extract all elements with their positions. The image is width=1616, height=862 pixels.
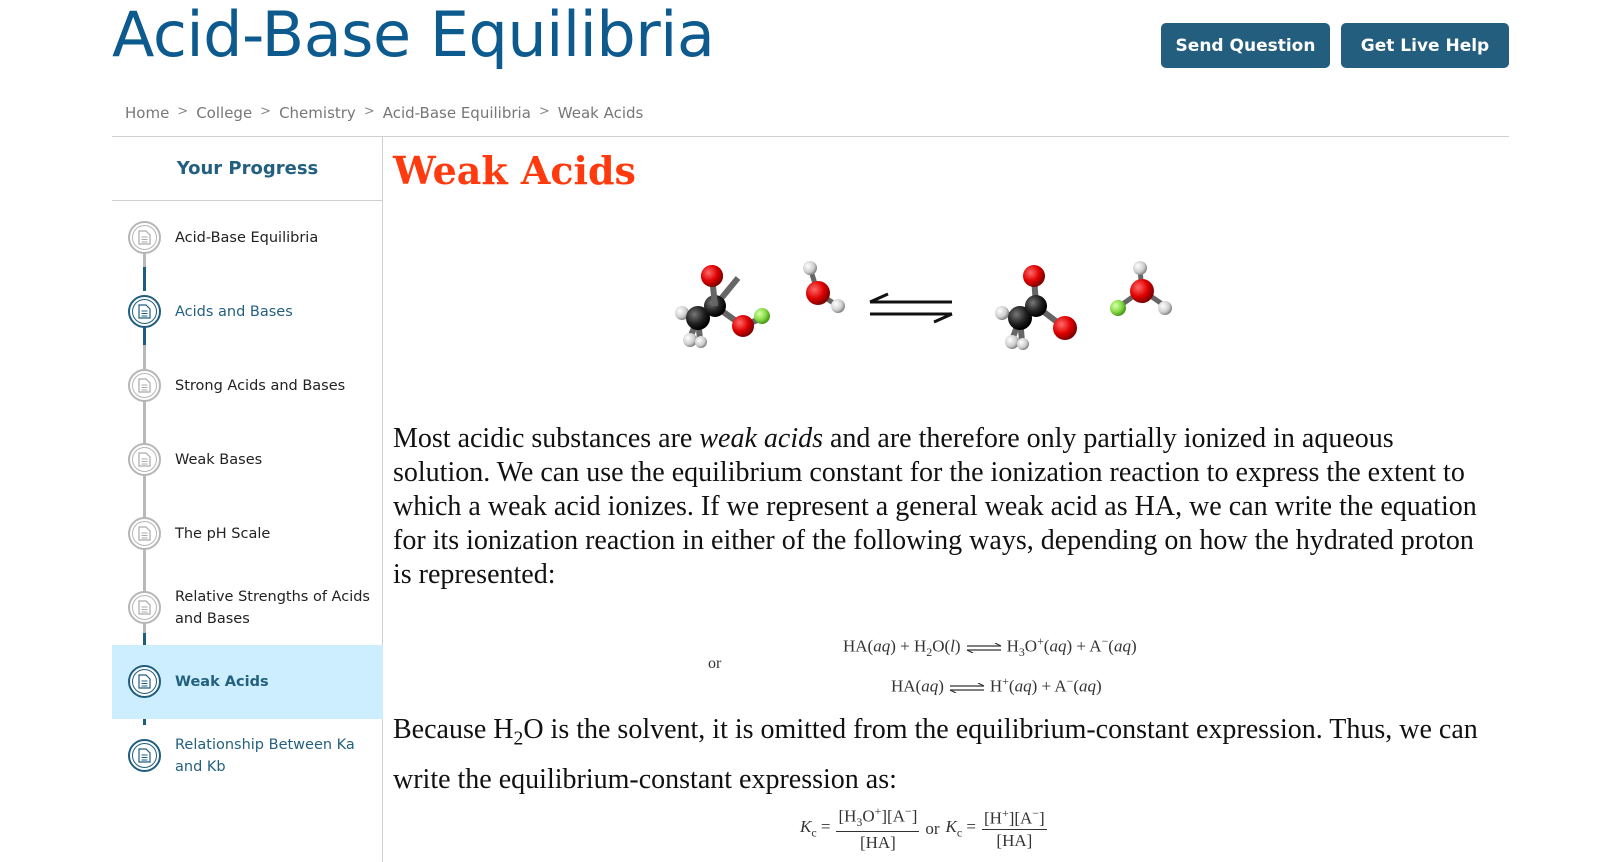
document-icon [128,295,161,328]
breadcrumb-home[interactable]: Home [125,104,170,122]
breadcrumb [125,104,643,122]
sidebar-item-acid-base-equilibria[interactable] [112,201,383,275]
breadcrumb-separator: > [363,104,375,119]
sidebar-item-label: Acids and Bases [175,304,293,320]
document-icon [128,369,161,402]
breadcrumb-chemistry[interactable]: Chemistry [279,104,356,122]
sidebar-item-ph-scale[interactable] [112,497,383,571]
document-icon [128,739,161,772]
sidebar-item-acids-and-bases[interactable] [112,275,383,349]
document-icon [128,591,161,624]
document-icon [128,517,161,550]
progress-title: Your Progress [112,137,383,201]
breadcrumb-acid-base[interactable]: Acid-Base Equilibria [382,104,531,122]
progress-sidebar [112,137,383,862]
sidebar-item-relative-strengths[interactable] [112,571,383,645]
breadcrumb-separator: > [538,104,550,119]
acid-equilibrium-molecule-illustration [660,258,1220,378]
sidebar-item-weak-acids[interactable] [112,645,383,719]
breadcrumb-college[interactable]: College [196,104,253,122]
document-icon [128,221,161,254]
document-icon [128,665,161,698]
solvent-paragraph: Because $H_2O$ is the solvent, it is omitted from the equilibrium-constant expression. Thus, we can write the equilibrium-constant expression as: [393,714,1478,795]
sidebar-item-label: The pH Scale [175,526,271,542]
sidebar-item-label: Strong Acids and Bases [175,378,346,394]
sidebar-item-label: Relative Strengths of Acids and Bases [175,589,370,627]
sidebar-item-label: Relationship Between Ka and Kb [175,737,355,775]
content-title: Weak Acids [393,148,636,193]
emphasis-weak-acids: weak acids [699,423,823,454]
sidebar-item-label: Weak Acids [175,674,269,690]
sidebar-item-ka-kb-relationship[interactable] [112,719,383,793]
breadcrumb-current: Weak Acids [557,104,644,122]
sidebar-item-weak-bases[interactable] [112,423,383,497]
ionization-equation-proton: HA(aq) H+(aq) + A−(aq) [891,674,1102,696]
breadcrumb-separator: > [260,104,272,119]
send-question-button[interactable]: Send Question [1161,23,1330,68]
document-icon [128,443,161,476]
sidebar-item-label: Acid-Base Equilibria [175,230,319,246]
get-live-help-button[interactable]: Get Live Help [1341,23,1509,68]
breadcrumb-separator: > [177,104,189,119]
sidebar-item-label: Weak Bases [175,452,263,468]
sidebar-item-strong-acids-and-bases[interactable] [112,349,383,423]
equilibrium-constant-expression: $K_c$ = $\frac{[H_3O^+][A^-]}{[HA]}$ or $K_c$ = $\frac{[H^+][A^-]}{[HA]}$ [800,804,1045,853]
page-title: Acid-Base Equilibria [112,0,715,71]
equation-or-label: or [708,655,722,672]
ionization-equation-hydronium: $HA(aq) + H_2O(l) H_3O^+(aq) + A^-(aq)$ [843,634,1137,660]
intro-paragraph: Most acidic substances are weak acids and are therefore only partially ionized in aqueous solution. We can use the equilibrium constant for the ionization reaction to express the extent to which a weak acid ionizes. If we represent a general weak acid as HA, we can write the equation for its ionization reaction in either of the following ways, depending on how the hydrated proton is represented: [393,423,1477,590]
